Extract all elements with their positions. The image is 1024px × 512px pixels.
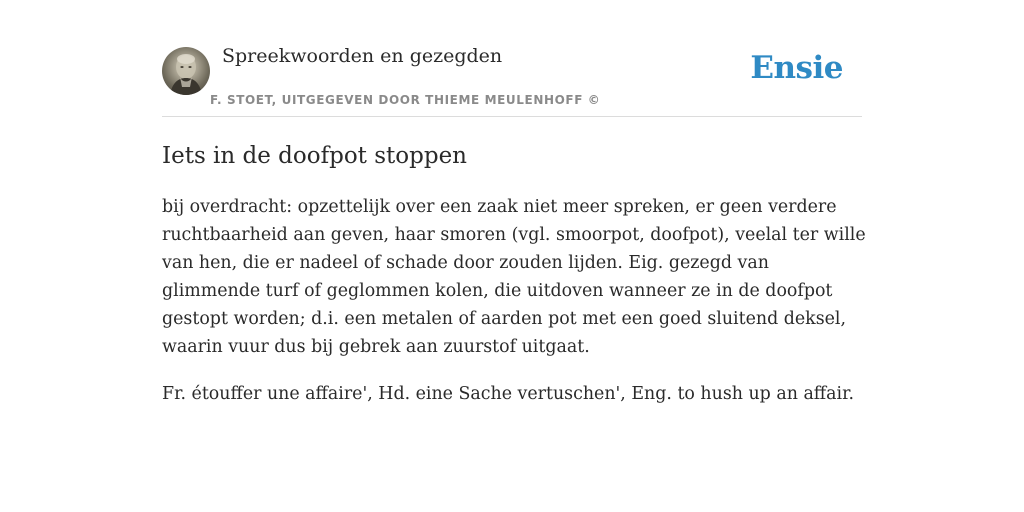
brand-logo-link[interactable]: Ensie — [750, 50, 843, 86]
source-title[interactable]: Spreekwoorden en gezegden — [222, 45, 503, 67]
source-credit: F. STOET, UITGEGEVEN DOOR THIEME MEULENHOFF © — [210, 93, 601, 107]
entry-definition: bij overdracht: opzettelijk over een zaak niet meer spreken, er geen verdere ruchtbaarheid aan geven, haar smoren (vgl. smoorpot, doofpot), veelal ter wille van hen, die er nadeel of schade door zouden lijden. Eig. gezegd van glimmende turf of geglommen kolen, die uitdoven wanneer ze in de doofpot gestopt worden; d.i. een metalen of aarden pot met een goed sluitend deksel, waarin vuur dus bij gebrek aan zuurstof uitgaat. — [162, 197, 866, 357]
entry-card — [162, 0, 866, 408]
entry-translations: Fr. étouffer une affaire', Hd. eine Sache vertuschen', Eng. to hush up an affair. — [162, 384, 855, 404]
author-avatar — [162, 47, 210, 95]
entry-title: Iets in de doofpot stoppen — [162, 143, 467, 169]
source-header — [162, 0, 862, 117]
author-portrait-icon — [162, 47, 210, 95]
